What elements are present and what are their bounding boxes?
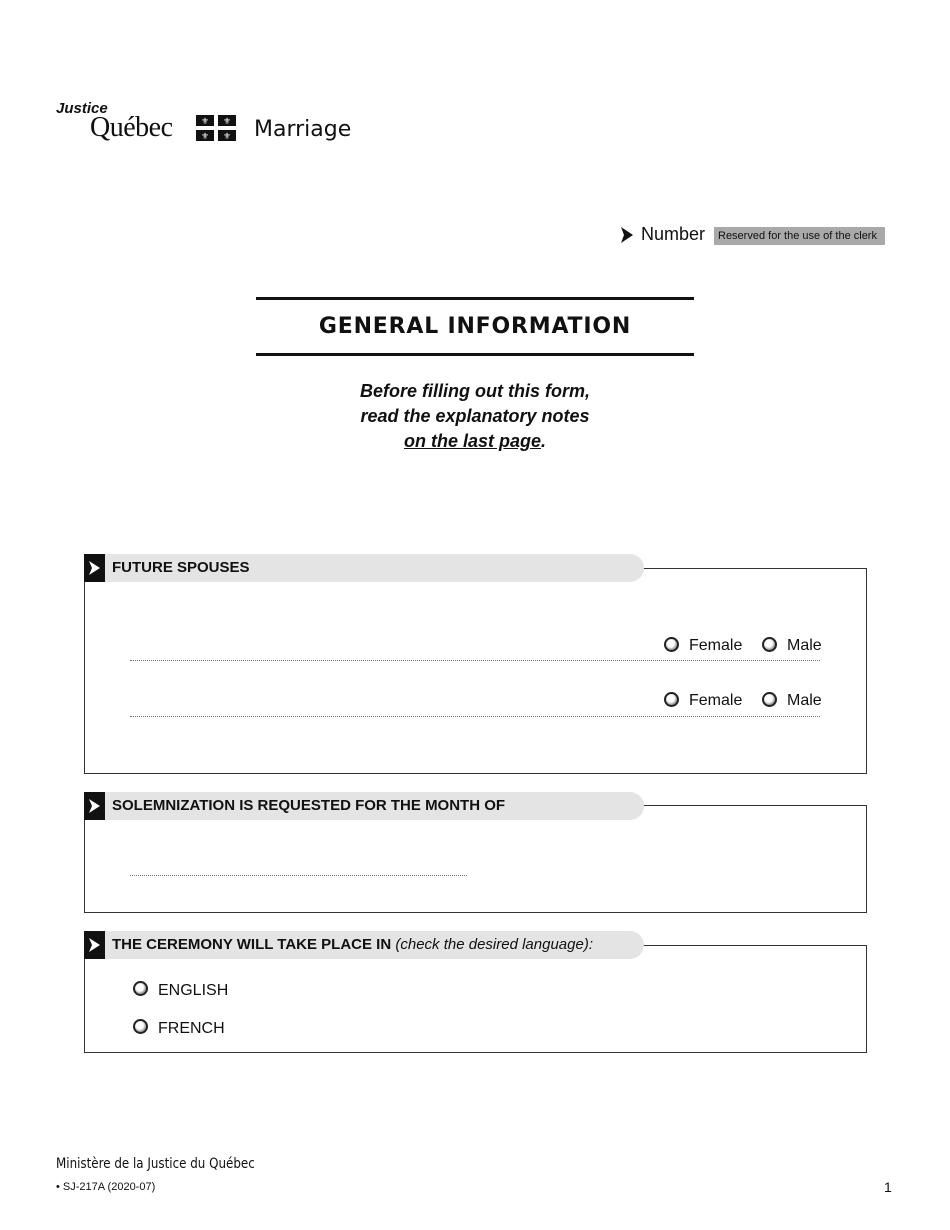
section-arrow-icon <box>84 792 105 820</box>
page-title: GENERAL INFORMATION <box>318 314 632 339</box>
justice-wordmark: Justice <box>56 100 108 117</box>
quebec-flag-icon <box>196 115 236 141</box>
spouse-2-female-radio[interactable] <box>664 692 679 707</box>
form-type-title: Marriage <box>254 117 352 142</box>
future-spouses-section <box>84 568 867 774</box>
title-top-rule <box>256 297 694 300</box>
english-label: ENGLISH <box>158 982 229 999</box>
svg-text:⚜: ⚜ <box>222 132 232 141</box>
svg-text:⚜: ⚜ <box>200 132 210 141</box>
svg-text:⚜: ⚜ <box>222 117 232 127</box>
spouse-2-female-label: Female <box>689 692 743 709</box>
month-heading: SOLEMNIZATION IS REQUESTED FOR THE MONTH OF <box>112 797 506 814</box>
section-arrow-icon <box>84 554 105 582</box>
language-heading-instruction: (check the desired language): <box>395 936 593 953</box>
future-spouses-heading: FUTURE SPOUSES <box>112 559 250 576</box>
english-radio[interactable] <box>133 981 148 996</box>
spouse-1-female-radio[interactable] <box>664 637 679 652</box>
month-section <box>84 805 867 913</box>
spouse-1-name-field[interactable] <box>130 660 820 661</box>
month-field[interactable] <box>130 875 467 876</box>
french-radio[interactable] <box>133 1019 148 1034</box>
clerk-number-box: Reserved for the use of the clerk <box>714 227 885 245</box>
instructions-note <box>256 379 694 454</box>
spouse-2-male-label: Male <box>787 692 822 709</box>
last-page-reference: on the last page <box>403 431 541 451</box>
section-arrow-icon <box>84 931 105 959</box>
spouse-2-male-radio[interactable] <box>762 692 777 707</box>
svg-text:⚜: ⚜ <box>200 117 210 127</box>
language-heading: THE CEREMONY WILL TAKE PLACE IN (check the desired language): <box>112 936 593 953</box>
ministry-name: Ministère de la Justice du Québec <box>56 1156 255 1172</box>
spouse-1-male-radio[interactable] <box>762 637 777 652</box>
quebec-wordmark: Québec <box>90 112 173 143</box>
spouse-1-female-label: Female <box>689 637 743 654</box>
form-code: • SJ-217A (2020-07) <box>56 1181 156 1193</box>
spouse-1-male-label: Male <box>787 637 822 654</box>
page-number: 1 <box>884 1179 892 1195</box>
french-label: FRENCH <box>158 1020 225 1037</box>
instructions-line-1: Before filling out this form, <box>360 381 590 401</box>
number-label: Number <box>641 224 706 244</box>
instructions-line-2: read the explanatory notes <box>360 406 590 426</box>
spouse-2-name-field[interactable] <box>130 716 820 717</box>
title-bottom-rule <box>256 353 694 356</box>
arrow-right-icon <box>620 226 634 244</box>
instructions-line-3: on the last page. <box>403 431 547 451</box>
